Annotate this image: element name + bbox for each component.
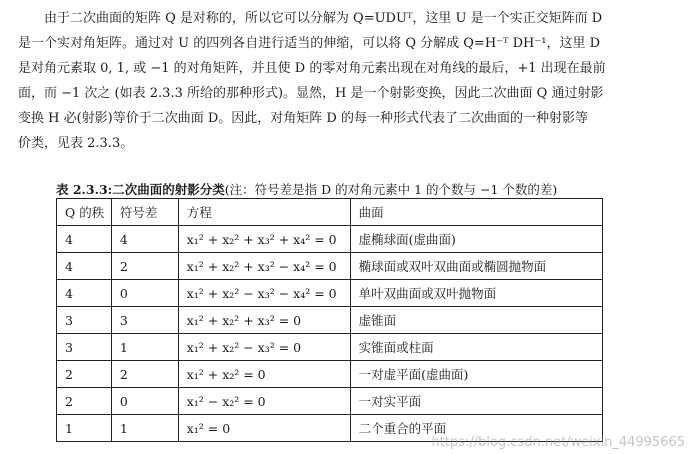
projective-classification-table	[56, 198, 603, 442]
header-surface: 曲面	[350, 199, 602, 226]
cell-surface: 实锥面或柱面	[350, 334, 602, 361]
cell-equation: x₁² + x₂² − x₃² = 0	[178, 334, 350, 361]
cell-equation: x₁² + x₂² − x₃² − x₄² = 0	[178, 280, 350, 307]
paragraph-line: 面，而 −1 次之 (如表 2.3.3 所给的那种形式)。显然，H 是一个射影变换，因此二次曲面 Q 通过射影	[18, 86, 604, 101]
cell-rank: 4	[57, 226, 112, 253]
paragraph-line: 价类，见表 2.3.3。	[18, 136, 134, 151]
table-row	[57, 280, 603, 307]
table-row	[57, 361, 603, 388]
table-row	[57, 226, 603, 253]
cell-signature: 1	[111, 415, 178, 442]
cell-surface: 单叶双曲面或双叶抛物面	[350, 280, 602, 307]
cell-signature: 0	[111, 388, 178, 415]
cell-equation: x₁² + x₂² + x₃² − x₄² = 0	[178, 253, 350, 280]
header-equation: 方程	[178, 199, 350, 226]
cell-signature: 0	[111, 280, 178, 307]
paragraph-line: 由于二次曲面的矩阵 Q 是对称的，所以它可以分解为 Q=UDUᵀ，这里 U 是一个实正交矩阵而 D	[44, 11, 603, 26]
body-paragraph	[18, 6, 678, 156]
table-row	[57, 388, 603, 415]
caption-note: (注：符号差是指 D 的对角元素中 1 的个数与 −1 个数的差)	[224, 182, 558, 197]
cell-equation: x₁² + x₂² + x₃² + x₄² = 0	[178, 226, 350, 253]
cell-signature: 3	[111, 307, 178, 334]
cell-signature: 1	[111, 334, 178, 361]
paragraph-line: 变换 H 必(射影)等价于二次曲面 D。因此，对角矩阵 D 的每一种形式代表了二次曲面的一种射影等	[18, 111, 588, 126]
header-signature: 符号差	[111, 199, 178, 226]
cell-surface: 一对虚平面(虚曲面)	[350, 361, 602, 388]
table-row	[57, 253, 603, 280]
cell-signature: 2	[111, 361, 178, 388]
cell-equation: x₁² + x₂² = 0	[178, 361, 350, 388]
paragraph-line: 是一个实对角矩阵。通过对 U 的四列各自进行适当的伸缩，可以将 Q 分解成 Q=H⁻ᵀ DH⁻¹，这里 D	[18, 36, 601, 51]
watermark-text: https://blog.csdn.net/weixin_44995665	[431, 435, 685, 450]
caption-title: 二次曲面的射影分类	[112, 182, 225, 197]
cell-surface: 二个重合的平面	[350, 415, 602, 442]
cell-rank: 2	[57, 361, 112, 388]
cell-signature: 4	[111, 226, 178, 253]
caption-label: 表 2.3.3:	[56, 182, 113, 197]
paragraph-line: 是对角元素取 0, 1, 或 −1 的对角矩阵，并且使 D 的零对角元素出现在对角线的最后，+1 出现在最前	[18, 61, 606, 76]
table-row	[57, 307, 603, 334]
cell-surface: 椭球面或双叶双曲面或椭圆抛物面	[350, 253, 602, 280]
cell-equation: x₁² − x₂² = 0	[178, 388, 350, 415]
cell-signature: 2	[111, 253, 178, 280]
table-caption	[56, 180, 676, 198]
cell-rank: 3	[57, 334, 112, 361]
cell-equation: x₁² + x₂² + x₃² = 0	[178, 307, 350, 334]
cell-rank: 4	[57, 253, 112, 280]
cell-rank: 3	[57, 307, 112, 334]
table-row	[57, 334, 603, 361]
cell-surface: 虚锥面	[350, 307, 602, 334]
cell-surface: 虚椭球面(虚曲面)	[350, 226, 602, 253]
cell-rank: 1	[57, 415, 112, 442]
cell-rank: 4	[57, 280, 112, 307]
table-header-row	[57, 199, 603, 226]
header-rank: Q 的秩	[57, 199, 112, 226]
cell-equation: x₁² = 0	[178, 415, 350, 442]
cell-surface: 一对实平面	[350, 388, 602, 415]
cell-rank: 2	[57, 388, 112, 415]
